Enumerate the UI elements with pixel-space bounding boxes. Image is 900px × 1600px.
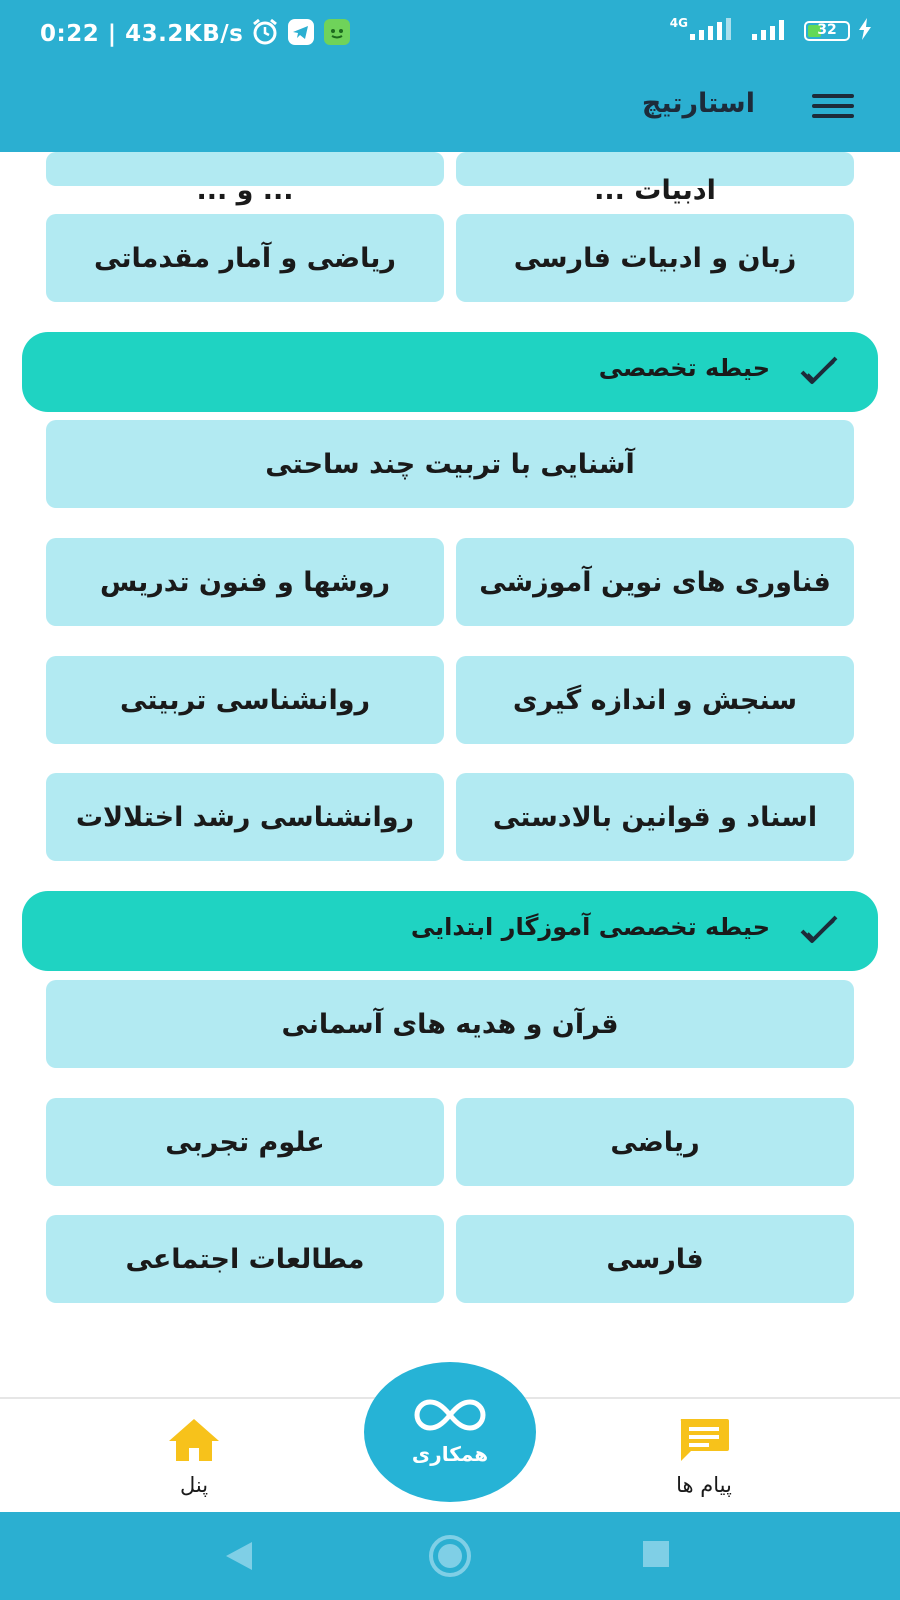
hamburger-menu-icon[interactable] (812, 92, 854, 122)
signal-icon-2 (752, 18, 792, 44)
collaboration-button[interactable] (364, 1362, 536, 1502)
section-header-elementary-teacher[interactable] (22, 891, 878, 971)
subject-card-quran[interactable]: قرآن و هدیه های آسمانی (46, 980, 854, 1068)
subject-card-social-studies[interactable]: مطالعات اجتماعی (46, 1215, 444, 1303)
subject-card-educational-technology[interactable]: فناوری های نوین آموزشی (456, 538, 854, 626)
battery-icon (804, 21, 850, 41)
subject-card-math[interactable]: ریاضی (456, 1098, 854, 1186)
infinity-icon (415, 1398, 485, 1436)
check-icon (798, 354, 840, 392)
notification-app-icon (323, 18, 351, 50)
battery-level: 32 (817, 22, 837, 38)
telegram-icon (287, 18, 315, 50)
subject-card-teaching-methods[interactable]: روشها و فنون تدریس (46, 538, 444, 626)
app-title: استارتیچ (641, 88, 755, 119)
collaboration-label: همکاری (411, 1442, 489, 1466)
section-title: حیطه تخصصی آموزگار ابتدایی (410, 913, 770, 941)
subject-card-developmental-psychology[interactable]: روانشناسی رشد اختلالات (46, 773, 444, 861)
alarm-icon (251, 18, 279, 50)
subject-card-partial-right[interactable]: ادبیات ... (456, 152, 854, 186)
signal-icon (690, 18, 742, 44)
status-bar (0, 0, 900, 72)
chat-icon (677, 1448, 731, 1467)
section-header-specialized[interactable] (22, 332, 878, 412)
network-type-label: 4G (669, 16, 688, 30)
back-icon[interactable] (224, 1540, 254, 1576)
subject-card-documents-laws[interactable]: اسناد و قوانین بالادستی (456, 773, 854, 861)
system-navigation-bar (0, 1512, 900, 1600)
subject-card-educational-psychology[interactable]: روانشناسی تربیتی (46, 656, 444, 744)
recents-icon[interactable] (642, 1540, 670, 1572)
subject-card-multidimensional-education[interactable]: آشنایی با تربیت چند ساحتی (46, 420, 854, 508)
subject-card-persian[interactable]: فارسی (456, 1215, 854, 1303)
nav-panel[interactable] (124, 1417, 264, 1497)
subject-card-assessment[interactable]: سنجش و اندازه گیری (456, 656, 854, 744)
subject-card-persian-literature[interactable]: زبان و ادبیات فارسی (456, 214, 854, 302)
app-bar (0, 72, 900, 152)
charging-icon (858, 18, 872, 44)
section-title: حیطه تخصصی (598, 354, 770, 382)
status-time: 0:22 | 43.2KB/s (40, 21, 244, 47)
nav-messages-label: پیام ها (676, 1473, 732, 1497)
subject-card-science[interactable]: علوم تجربی (46, 1098, 444, 1186)
nav-messages[interactable] (634, 1417, 774, 1497)
home-icon (167, 1448, 221, 1467)
nav-panel-label: پنل (179, 1473, 209, 1497)
subject-card-math-statistics[interactable]: ریاضی و آمار مقدماتی (46, 214, 444, 302)
home-circle-icon[interactable] (428, 1534, 472, 1582)
check-icon (798, 913, 840, 951)
subject-card-partial-left[interactable]: ... و ... (46, 152, 444, 186)
